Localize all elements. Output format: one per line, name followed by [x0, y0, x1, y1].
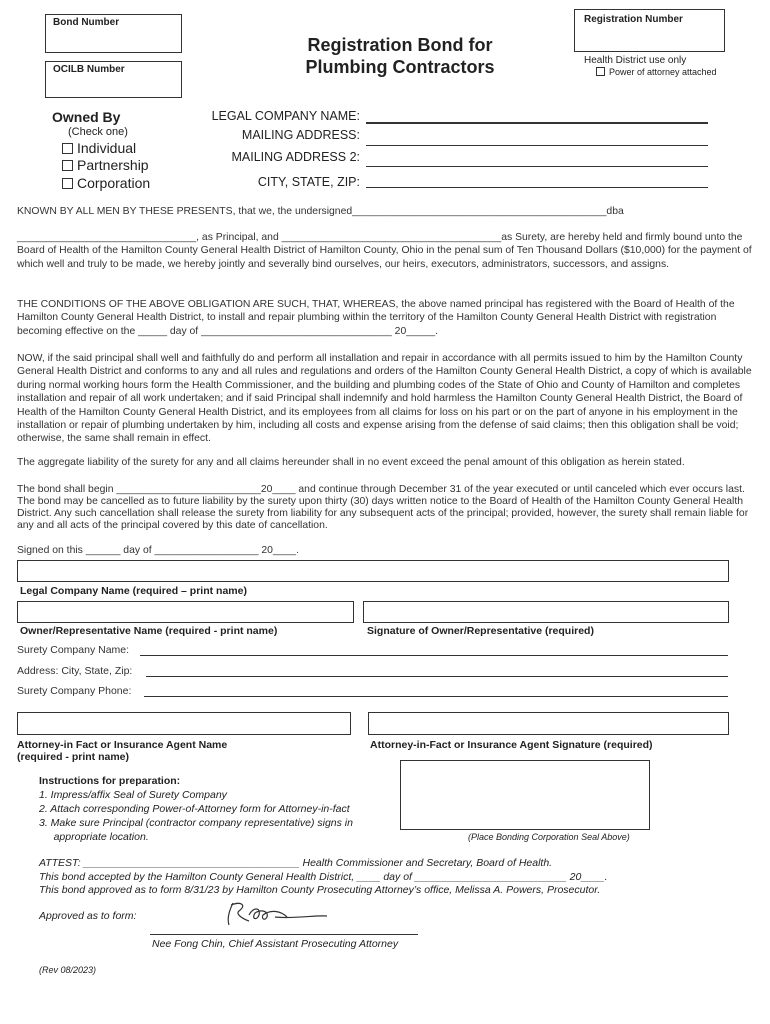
mailing-address-2-label: MAILING ADDRESS 2: — [231, 150, 360, 164]
surety-address-field[interactable] — [146, 664, 728, 677]
surety-address-label: Address: City, State, Zip: — [17, 665, 133, 677]
owned-by-partnership[interactable] — [62, 157, 149, 173]
attorney-signature-label: Attorney-in-Fact or Insurance Agent Signature (required) — [370, 739, 653, 751]
individual-checkbox[interactable] — [62, 143, 73, 154]
instructions-heading: Instructions for preparation: — [39, 775, 181, 787]
attorney-name-label-line1: Attorney-in Fact or Insurance Agent Name — [17, 739, 228, 751]
title-line-2: Plumbing Contractors — [305, 57, 495, 77]
owned-by-individual[interactable] — [62, 140, 136, 156]
attorney-signature-input[interactable] — [368, 712, 729, 735]
poa-checkbox-row — [596, 67, 717, 77]
principal-surety-line1: KNOWN BY ALL MEN BY THESE PRESENTS, that we, the undersigned____________________________________________dba — [17, 206, 624, 217]
health-district-note: Health District use only — [584, 55, 687, 66]
surety-company-name-field[interactable] — [140, 643, 728, 656]
legal-company-name-print-label: Legal Company Name (required – print name) — [20, 585, 247, 597]
seal-caption: (Place Bonding Corporation Seal Above) — [468, 832, 630, 842]
surety-phone-label: Surety Company Phone: — [17, 685, 132, 697]
owned-by-corporation[interactable] — [62, 175, 150, 191]
accepted-line: This bond accepted by the Hamilton County General Health District, ____ day of __________________________ 20____. — [39, 871, 608, 883]
surety-company-name-label: Surety Company Name: — [17, 644, 130, 656]
corporation-label: Corporation — [77, 175, 151, 191]
bond-number-label: Bond Number — [53, 17, 120, 28]
legal-company-name-field[interactable] — [366, 108, 708, 124]
signatory-name: Nee Fong Chin, Chief Assistant Prosecuting Attorney — [152, 938, 399, 950]
page-title — [280, 34, 520, 78]
city-state-zip-field[interactable] — [366, 175, 708, 188]
ocilb-number-label: OCILB Number — [53, 64, 125, 75]
revision-label: (Rev 08/2023) — [39, 965, 97, 975]
legal-company-name-input[interactable] — [17, 560, 729, 582]
individual-label: Individual — [77, 140, 137, 156]
owner-rep-signature-input[interactable] — [363, 601, 729, 623]
approved-line: This bond approved as to form 8/31/23 by Hamilton County Prosecuting Attorney’s office, Melissa A. Powers, Prosecutor. — [39, 884, 601, 896]
obligation-paragraph: NOW, if the said principal shall well and faithfully do and perform all installation and repair in accordance with all permits issued to him by the Hamilton County General Health District and conforms to any and all rules and regulations and orders of the Hamilton County General Health District, a copy of which is available during normal working hours form the Health Commissioner, and the building and plumbing codes of the State of Ohio and County of Hamilton and completes installation and repair of all work undertaken; and if said Principal shall indemnify and hold harmless the Hamilton County General Health District, the Board of Health of the Hamilton County General Health District, and its employees from all claims for loss on his part or on the part of anyone in his employment in the installation or repair of plumbing undertaken by him, including all costs and expense arising from the defense of said claims; then this obligation shall be void; otherwise, the same shall remain in effect. — [17, 353, 752, 445]
instructions-block — [39, 774, 384, 844]
conditions-paragraph: THE CONDITIONS OF THE ABOVE OBLIGATION ARE SUCH, THAT, WHEREAS, the above named principal has registered with the Board of Health of the Hamilton County General Health District, to install and repair plumbing within the territory of the Hamilton County General Health District with registration becoming effective on the _____ day of _________________________________ 20_____. — [17, 299, 735, 337]
owner-rep-name-input[interactable] — [17, 601, 354, 623]
signatory-line — [150, 922, 418, 935]
mailing-address-label: MAILING ADDRESS: — [241, 128, 360, 142]
instruction-item: 1. Impress/affix Seal of Surety Company — [39, 789, 227, 801]
owner-rep-signature-label: Signature of Owner/Representative (required) — [367, 625, 594, 637]
mailing-address-2-field[interactable] — [366, 152, 708, 167]
title-line-1: Registration Bond for — [307, 35, 493, 55]
city-state-zip-label: CITY, STATE, ZIP: — [257, 175, 360, 189]
seal-box[interactable] — [400, 760, 650, 830]
attorney-name-label-line2: (required - print name) — [17, 751, 130, 763]
instruction-item: 2. Attach corresponding Power-of-Attorney form for Attorney-in-fact — [39, 803, 350, 815]
aggregate-liability-paragraph: The aggregate liability of the surety for any and all claims hereunder shall in no event exceed the penal amount of this obligation as herein stated. — [17, 457, 685, 468]
poa-label: Power of attorney attached — [609, 67, 717, 77]
instruction-item: 3. Make sure Principal (contractor company representative) signs in — [39, 817, 353, 829]
partnership-checkbox[interactable] — [62, 160, 73, 171]
surety-phone-field[interactable] — [144, 684, 728, 697]
partnership-label: Partnership — [77, 157, 149, 173]
attest-line: ATTEST: _____________________________________ Health Commissioner and Secretary, Board of Health. — [39, 857, 553, 869]
signed-on-line: Signed on this ______ day of __________________ 20____. — [17, 545, 299, 556]
instruction-item: appropriate location. — [39, 831, 149, 843]
principal-surety-paragraph: _______________________________, as Principal, and ______________________________________as Surety, are hereby held and firmly bound unto the Board of Health of the Hamilton County General Health District of Hamilton County, Ohio in the penal sum of Ten Thousand Dollars ($10,000) for the payment of which well and truly to be made, we hereby jointly and severally bind ourselves, our heirs, executors, administrators, successors, and assigns. — [17, 232, 752, 270]
registration-number-label: Registration Number — [584, 14, 683, 25]
owned-by-subtitle: (Check one) — [68, 126, 128, 138]
mailing-address-field[interactable] — [366, 130, 708, 146]
legal-company-name-label: LEGAL COMPANY NAME: — [211, 109, 360, 123]
attorney-name-input[interactable] — [17, 712, 351, 735]
owned-by-title: Owned By — [52, 109, 121, 125]
owner-rep-name-label: Owner/Representative Name (required - print name) — [20, 625, 278, 637]
poa-checkbox[interactable] — [596, 67, 605, 76]
corporation-checkbox[interactable] — [62, 178, 73, 189]
bond-term-paragraph: The bond shall begin _________________________20____ and continue through December 31 of the year executed or until canceled which ever occurs last. The bond may be cancelled as to future liability by the surety upon thirty (30) days written notice to the Board of Health of the Hamilton County General Health District. Any such cancellation shall release the surety from liability for any subsequent acts of the principal; provided, however, the surety shall remain liable for any and all acts of the principal covered by this date of cancellation. — [17, 484, 749, 531]
approved-as-to-form-label: Approved as to form: — [39, 910, 137, 922]
